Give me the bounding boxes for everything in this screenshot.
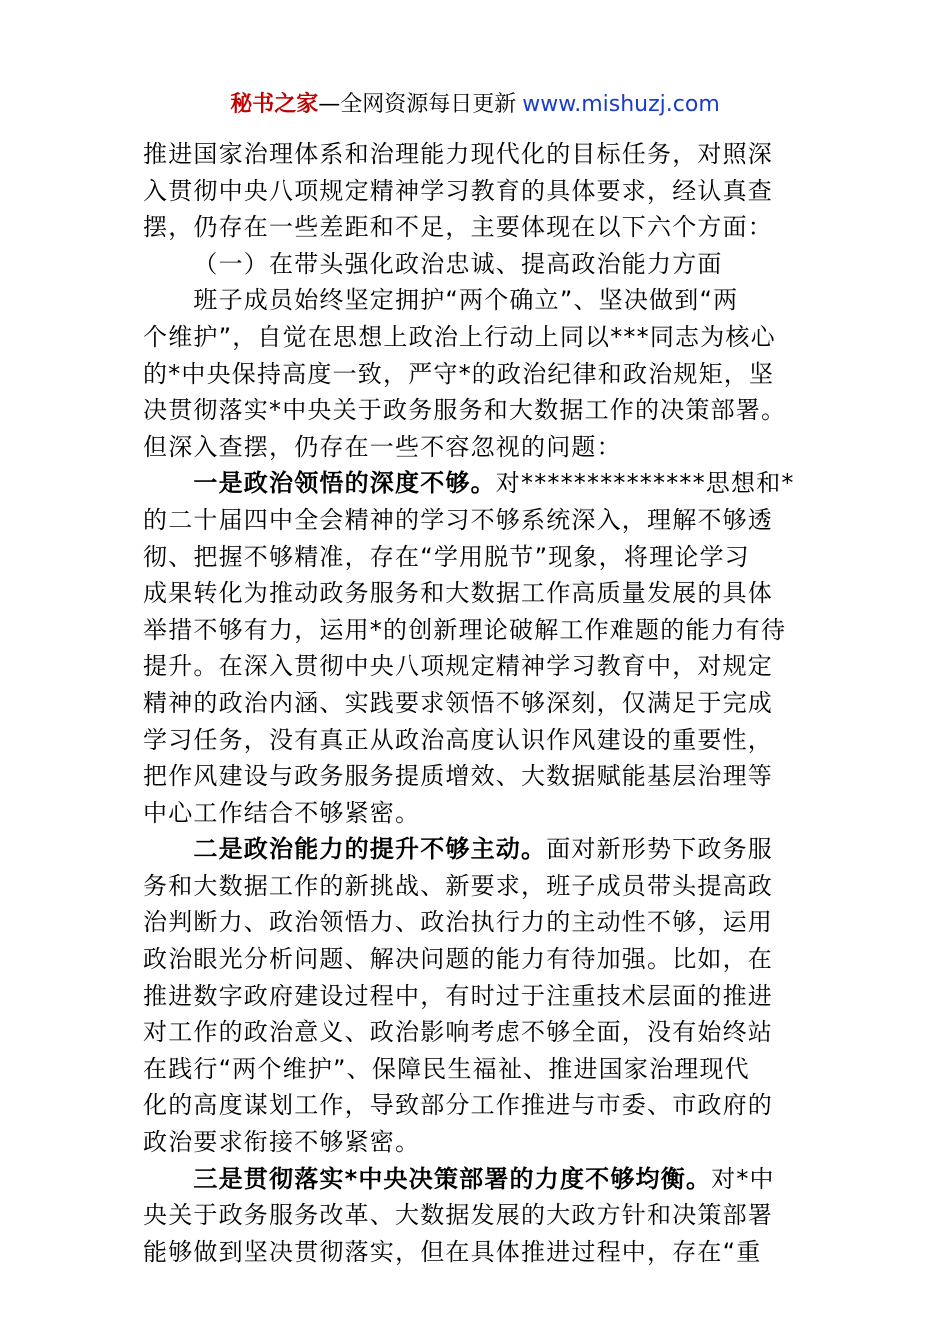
- line-text: 班子成员始终坚定拥护“两个确立”、坚决做到“两: [193, 286, 739, 315]
- document-line: [143, 868, 807, 905]
- document-line: [143, 941, 807, 978]
- document-line: [143, 612, 807, 649]
- header-tagline: 全网资源每日更新: [340, 92, 517, 117]
- document-line: [143, 648, 807, 685]
- document-line: [143, 173, 807, 210]
- document-body: [143, 136, 807, 1270]
- document-line: [143, 1234, 807, 1271]
- line-text: 对工作的政治意义、政治影响考虑不够全面，没有始终站: [143, 1018, 773, 1047]
- document-line: [143, 136, 807, 173]
- line-text: 推进数字政府建设过程中，有时过于注重技术层面的推进: [143, 981, 773, 1010]
- line-text: 成果转化为推动政务服务和大数据工作高质量发展的具体: [143, 579, 773, 608]
- line-text: 个维护”，自觉在思想上政治上行动上同以***同志为核心: [143, 322, 776, 351]
- document-line: [143, 831, 807, 868]
- document-line: [143, 1161, 807, 1198]
- line-text: 举措不够有力，运用*的创新理论破解工作难题的能力有待: [143, 615, 787, 644]
- line-text: 把作风建设与政务服务提质增效、大数据赋能基层治理等: [143, 762, 773, 791]
- document-line: [143, 978, 807, 1015]
- document-line: [143, 465, 807, 502]
- document-line: [143, 795, 807, 832]
- document-line: [143, 539, 807, 576]
- line-text: 推进国家治理体系和治理能力现代化的目标任务，对照深: [143, 140, 773, 168]
- document-line: [143, 282, 807, 319]
- line-text: 政治眼光分析问题、解决问题的能力有待加强。比如，在: [143, 945, 773, 974]
- line-text: 央关于政务服务改革、大数据发展的大政方针和决策部署: [143, 1201, 773, 1230]
- line-text: 学习任务，没有真正从政治高度认识作风建设的重要性，: [143, 725, 773, 754]
- site-url-link[interactable]: www.mishuzj.com: [522, 92, 720, 117]
- document-line: [143, 209, 807, 246]
- document-line: [143, 319, 807, 356]
- document-line: [143, 1087, 807, 1124]
- line-text: 的二十届四中全会精神的学习不够系统深入，理解不够透: [143, 505, 773, 534]
- document-line: [143, 722, 807, 759]
- document-line: [143, 904, 807, 941]
- document-line: [143, 1124, 807, 1161]
- line-text: 的*中央保持高度一致，严守*的政治纪律和政治规矩，坚: [143, 359, 775, 388]
- line-text: 对**************思想和*: [495, 469, 795, 498]
- document-line: [143, 429, 807, 466]
- section-heading: 一是政治领悟的深度不够。: [193, 469, 496, 498]
- document-line: [143, 1197, 807, 1234]
- line-text: 政治要求衔接不够紧密。: [143, 1128, 421, 1157]
- line-text: 能够做到坚决贯彻落实，但在具体推进过程中，存在“重: [143, 1237, 762, 1266]
- document-line: [143, 392, 807, 429]
- line-text: （一）在带头强化政治忠诚、提高政治能力方面: [193, 249, 723, 278]
- document-line: [143, 575, 807, 612]
- line-text: 彻、把握不够精准，存在“学用脱节”现象，将理论学习: [143, 542, 750, 571]
- line-text: 入贯彻中央八项规定精神学习教育的具体要求，经认真查: [143, 176, 773, 205]
- document-line: [143, 1014, 807, 1051]
- header-dash: —: [318, 92, 341, 117]
- line-text: 化的高度谋划工作，导致部分工作推进与市委、市政府的: [143, 1091, 773, 1120]
- line-text: 务和大数据工作的新挑战、新要求，班子成员带头提高政: [143, 871, 773, 900]
- line-text: 中心工作结合不够紧密。: [143, 798, 421, 827]
- line-text: 提升。在深入贯彻中央八项规定精神学习教育中，对规定: [143, 652, 773, 681]
- section-heading: 二是政治能力的提升不够主动。: [193, 835, 547, 864]
- line-text: 摆，仍存在一些差距和不足，主要体现在以下六个方面：: [143, 213, 773, 242]
- document-line: [143, 758, 807, 795]
- line-text: 面对新形势下政务服: [546, 835, 774, 864]
- section-heading: 三是贯彻落实*中央决策部署的力度不够均衡。: [193, 1164, 712, 1193]
- document-line: [143, 1051, 807, 1088]
- line-text: 治判断力、政治领悟力、政治执行力的主动性不够，运用: [143, 908, 773, 937]
- document-line: [143, 246, 807, 283]
- site-brand[interactable]: 秘书之家: [230, 92, 319, 117]
- document-line: [143, 502, 807, 539]
- line-text: 对*中: [711, 1164, 775, 1193]
- line-text: 在践行“两个维护”、保障民生福祉、推进国家治理现代: [143, 1054, 750, 1083]
- line-text: 精神的政治内涵、实践要求领悟不够深刻，仅满足于完成: [143, 688, 773, 717]
- document-line: [143, 356, 807, 393]
- line-text: 但深入查摆，仍存在一些不容忽视的问题：: [143, 432, 622, 461]
- document-line: [143, 685, 807, 722]
- line-text: 决贯彻落实*中央关于政务服务和大数据工作的决策部署。: [143, 396, 787, 425]
- page-header: [0, 89, 950, 121]
